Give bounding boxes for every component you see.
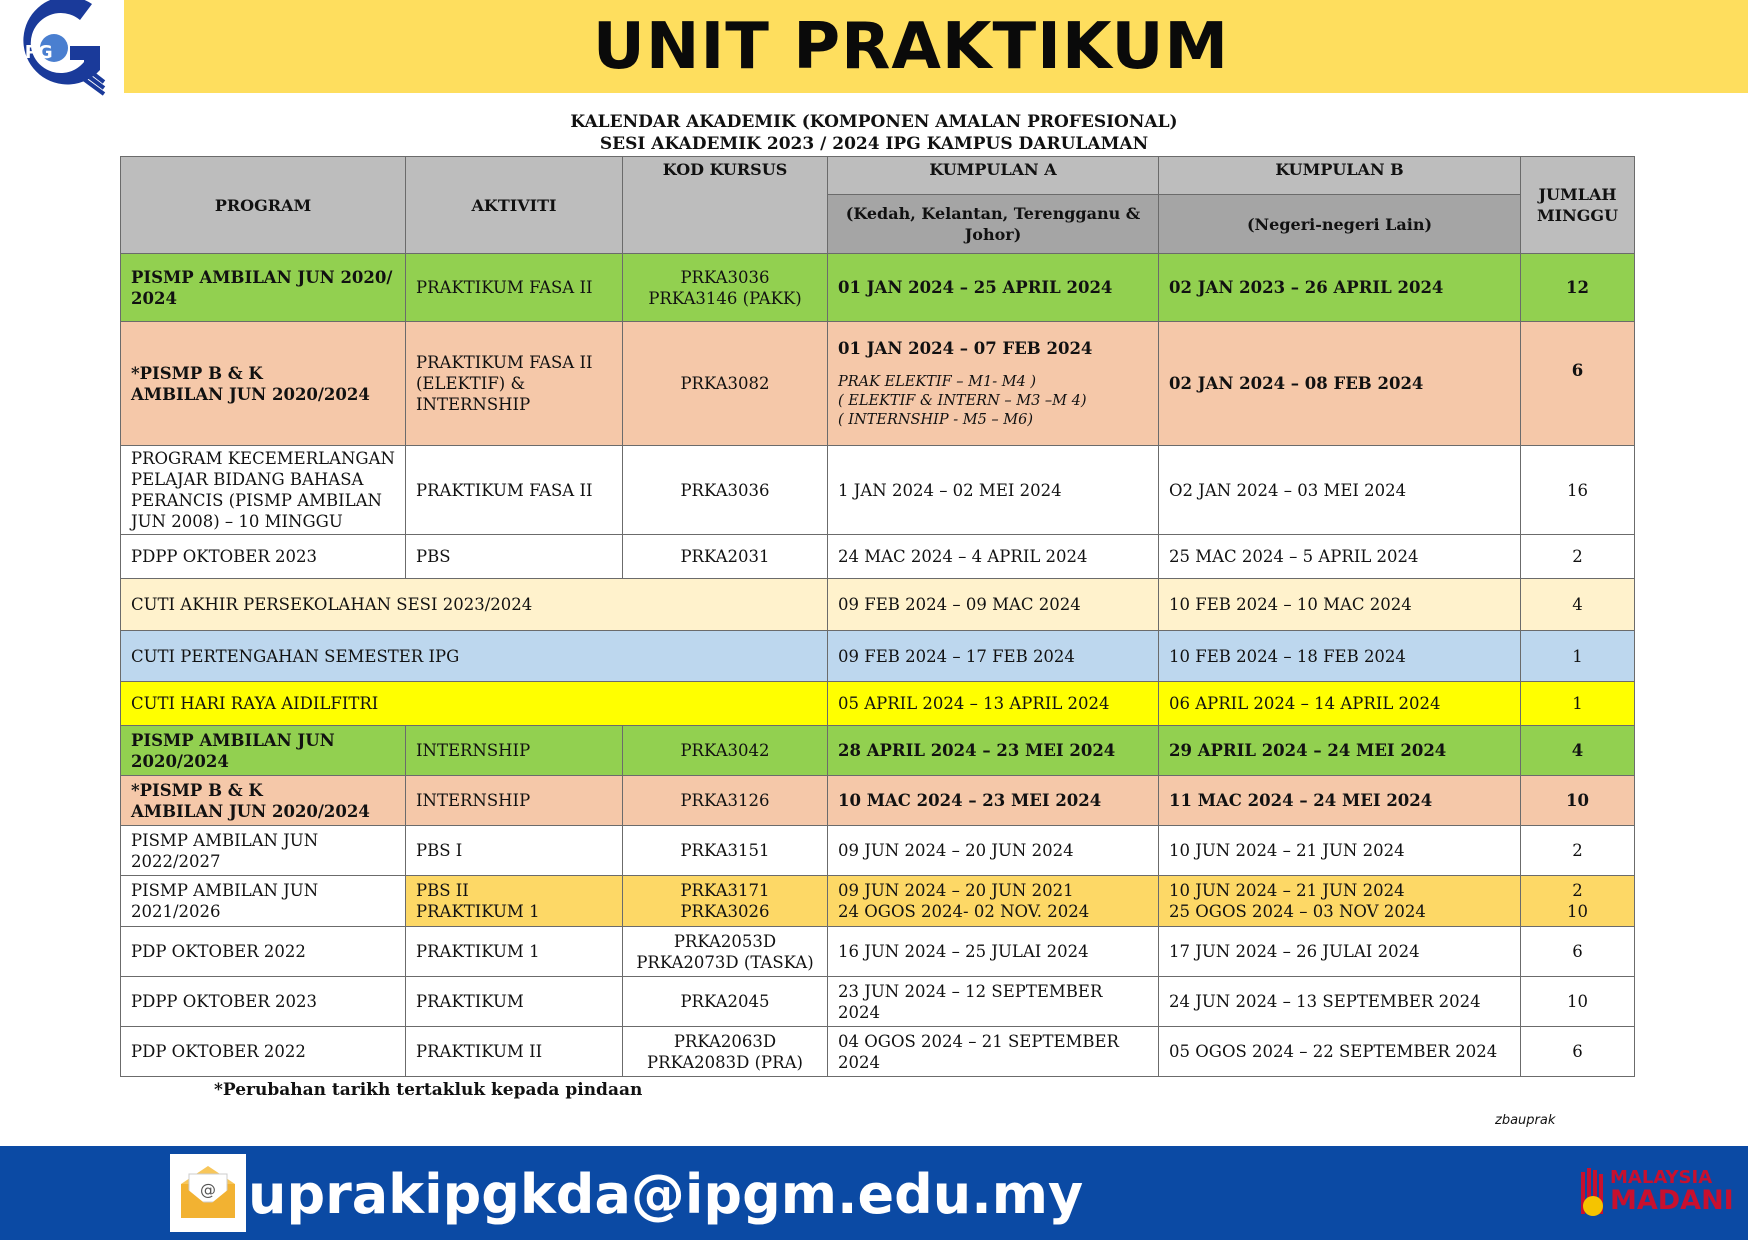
cell-kumpulan-b: 29 APRIL 2024 – 24 MEI 2024	[1159, 726, 1521, 776]
table-row	[121, 1027, 1635, 1077]
header-kumpulan-b: KUMPULAN B	[1159, 157, 1521, 195]
cell-label: CUTI HARI RAYA AIDILFITRI	[121, 682, 828, 726]
cell-kumpulan-a: 10 MAC 2024 – 23 MEI 2024	[828, 776, 1159, 826]
ipg-logo	[14, 0, 106, 96]
cell-kumpulan-a: 1 JAN 2024 – 02 MEI 2024	[828, 446, 1159, 535]
cell-kumpulan-a: 04 OGOS 2024 – 21 SEPTEMBER 2024	[828, 1027, 1159, 1077]
cell-kod: PRKA3171 PRKA3026	[623, 876, 828, 927]
cell-kumpulan-b: 10 FEB 2024 – 18 FEB 2024	[1159, 631, 1521, 682]
table-row	[121, 631, 1635, 682]
header-kumpulan-b-sub: (Negeri-negeri Lain)	[1159, 195, 1521, 254]
cell-kod: PRKA3042	[623, 726, 828, 776]
table-row	[121, 535, 1635, 579]
cell-aktiviti: PRAKTIKUM II	[406, 1027, 623, 1077]
page-title: UNIT PRAKTIKUM	[592, 9, 1230, 84]
cell-kumpulan-b: 10 JUN 2024 – 21 JUN 2024 25 OGOS 2024 – 03 NOV 2024	[1159, 876, 1521, 927]
cell-aktiviti: PBS II PRAKTIKUM 1	[406, 876, 623, 927]
cell-kumpulan-b: O2 JAN 2024 – 03 MEI 2024	[1159, 446, 1521, 535]
subtitle-line-1: KALENDAR AKADEMIK (KOMPONEN AMALAN PROFESIONAL)	[570, 112, 1178, 132]
table-row	[121, 977, 1635, 1027]
cell-program: PDPP OKTOBER 2023	[121, 535, 406, 579]
cell-program: PROGRAM KECEMERLANGAN PELAJAR BIDANG BAHASA PERANCIS (PISMP AMBILAN JUN 2008) – 10 MINGGU	[121, 446, 406, 535]
cell-jumlah: 16	[1521, 446, 1635, 535]
cell-jumlah: 10	[1521, 977, 1635, 1027]
cell-kumpulan-a: 28 APRIL 2024 – 23 MEI 2024	[828, 726, 1159, 776]
cell-aktiviti: INTERNSHIP	[406, 726, 623, 776]
cell-kumpulan-b: 02 JAN 2023 – 26 APRIL 2024	[1159, 254, 1521, 322]
cell-kumpulan-a: 01 JAN 2024 – 25 APRIL 2024	[828, 254, 1159, 322]
cell-aktiviti: PBS	[406, 535, 623, 579]
cell-kod: PRKA2053D PRKA2073D (TASKA)	[623, 927, 828, 977]
signature: zbauprak	[1495, 1113, 1556, 1128]
cell-kumpulan-a: 24 MAC 2024 – 4 APRIL 2024	[828, 535, 1159, 579]
header-jumlah: JUMLAH MINGGU	[1521, 157, 1635, 254]
envelope-icon	[170, 1154, 246, 1232]
table-row	[121, 322, 1635, 446]
brand-line-1: MALAYSIA	[1610, 1167, 1713, 1188]
cell-kumpulan-b: 25 MAC 2024 – 5 APRIL 2024	[1159, 535, 1521, 579]
cell-jumlah: 6	[1521, 322, 1635, 446]
table-row	[121, 726, 1635, 776]
cell-kod: PRKA3082	[623, 322, 828, 446]
cell-kumpulan-a: 23 JUN 2024 – 12 SEPTEMBER 2024	[828, 977, 1159, 1027]
cell-kumpulan-a: 05 APRIL 2024 – 13 APRIL 2024	[828, 682, 1159, 726]
table-row	[121, 826, 1635, 876]
cell-aktiviti: PBS I	[406, 826, 623, 876]
contact-email[interactable]: uprakipgkda@ipgm.edu.my	[248, 1163, 1084, 1226]
header-kumpulan-a: KUMPULAN A	[828, 157, 1159, 195]
cell-kod: PRKA3126	[623, 776, 828, 826]
cell-kod: PRKA2045	[623, 977, 828, 1027]
calendar-table	[120, 156, 1635, 1077]
footnote: *Perubahan tarikh tertakluk kepada pindaan	[214, 1080, 643, 1100]
cell-kod: PRKA3036	[623, 446, 828, 535]
table-row	[121, 579, 1635, 631]
cell-jumlah: 6	[1521, 1027, 1635, 1077]
title-bar	[124, 0, 1748, 93]
cell-jumlah: 1	[1521, 631, 1635, 682]
cell-aktiviti: PRAKTIKUM FASA II	[406, 254, 623, 322]
cell-kumpulan-b: 06 APRIL 2024 – 14 APRIL 2024	[1159, 682, 1521, 726]
cell-program: *PISMP B & K AMBILAN JUN 2020/2024	[121, 776, 406, 826]
cell-kumpulan-a: 09 FEB 2024 – 17 FEB 2024	[828, 631, 1159, 682]
subtitle-line-2: SESI AKADEMIK 2023 / 2024 IPG KAMPUS DARULAMAN	[599, 134, 1149, 154]
table-header-row	[121, 157, 1635, 195]
table-row	[121, 254, 1635, 322]
cell-kumpulan-a: 09 JUN 2024 – 20 JUN 2024	[828, 826, 1159, 876]
cell-program: PDP OKTOBER 2022	[121, 927, 406, 977]
cell-kumpulan-b: 11 MAC 2024 – 24 MEI 2024	[1159, 776, 1521, 826]
table-row	[121, 876, 1635, 927]
cell-kumpulan-b: 24 JUN 2024 – 13 SEPTEMBER 2024	[1159, 977, 1521, 1027]
cell-kumpulan-b: 10 FEB 2024 – 10 MAC 2024	[1159, 579, 1521, 631]
cell-kumpulan-a: 09 JUN 2024 – 20 JUN 2021 24 OGOS 2024- 02 NOV. 2024	[828, 876, 1159, 927]
envelope-at-text: @	[200, 1180, 216, 1199]
logo-text: IPG	[18, 42, 53, 63]
cell-program: PDP OKTOBER 2022	[121, 1027, 406, 1077]
cell-aktiviti: PRAKTIKUM FASA II (ELEKTIF) & INTERNSHIP	[406, 322, 623, 446]
cell-jumlah: 6	[1521, 927, 1635, 977]
cell-jumlah: 2	[1521, 535, 1635, 579]
table-row	[121, 682, 1635, 726]
header-kumpulan-a-sub: (Kedah, Kelantan, Terengganu & Johor)	[828, 195, 1159, 254]
table-row	[121, 776, 1635, 826]
cell-jumlah: 2 10	[1521, 876, 1635, 927]
cell-aktiviti: PRAKTIKUM 1	[406, 927, 623, 977]
cell-kod: PRKA2031	[623, 535, 828, 579]
cell-kod: PRKA3036 PRKA3146 (PAKK)	[623, 254, 828, 322]
cell-jumlah: 4	[1521, 726, 1635, 776]
header-aktiviti: AKTIVITI	[406, 157, 623, 254]
cell-program: PISMP AMBILAN JUN 2020/ 2024	[121, 254, 406, 322]
cell-kod: PRKA2063D PRKA2083D (PRA)	[623, 1027, 828, 1077]
cell-aktiviti: INTERNSHIP	[406, 776, 623, 826]
cell-kumpulan-b: 02 JAN 2024 – 08 FEB 2024	[1159, 322, 1521, 446]
cell-kod: PRKA3151	[623, 826, 828, 876]
table-row	[121, 446, 1635, 535]
cell-kumpulan-a: 01 JAN 2024 – 07 FEB 2024 PRAK ELEKTIF – M1- M4 ) ( ELEKTIF & INTERN – M3 –M 4) ( INTERNSHIP - M5 – M6)	[828, 322, 1159, 446]
header-program: PROGRAM	[121, 157, 406, 254]
cell-program: PISMP AMBILAN JUN 2021/2026	[121, 876, 406, 927]
cell-label: CUTI PERTENGAHAN SEMESTER IPG	[121, 631, 828, 682]
cell-jumlah: 2	[1521, 826, 1635, 876]
cell-jumlah: 4	[1521, 579, 1635, 631]
cell-program: *PISMP B & K AMBILAN JUN 2020/2024	[121, 322, 406, 446]
cell-kumpulan-b: 05 OGOS 2024 – 22 SEPTEMBER 2024	[1159, 1027, 1521, 1077]
header-kod-kursus: KOD KURSUS	[623, 157, 828, 254]
cell-program: PISMP AMBILAN JUN 2022/2027	[121, 826, 406, 876]
cell-kumpulan-b: 10 JUN 2024 – 21 JUN 2024	[1159, 826, 1521, 876]
cell-jumlah: 1	[1521, 682, 1635, 726]
cell-jumlah: 10	[1521, 776, 1635, 826]
cell-kumpulan-a: 09 FEB 2024 – 09 MAC 2024	[828, 579, 1159, 631]
cell-kumpulan-a: 16 JUN 2024 – 25 JULAI 2024	[828, 927, 1159, 977]
cell-jumlah: 12	[1521, 254, 1635, 322]
brand-line-2: MADANI	[1610, 1185, 1734, 1216]
cell-aktiviti: PRAKTIKUM	[406, 977, 623, 1027]
cell-aktiviti: PRAKTIKUM FASA II	[406, 446, 623, 535]
cell-kumpulan-b: 17 JUN 2024 – 26 JULAI 2024	[1159, 927, 1521, 977]
table-row	[121, 927, 1635, 977]
cell-program: PDPP OKTOBER 2023	[121, 977, 406, 1027]
cell-label: CUTI AKHIR PERSEKOLAHAN SESI 2023/2024	[121, 579, 828, 631]
cell-program: PISMP AMBILAN JUN 2020/2024	[121, 726, 406, 776]
